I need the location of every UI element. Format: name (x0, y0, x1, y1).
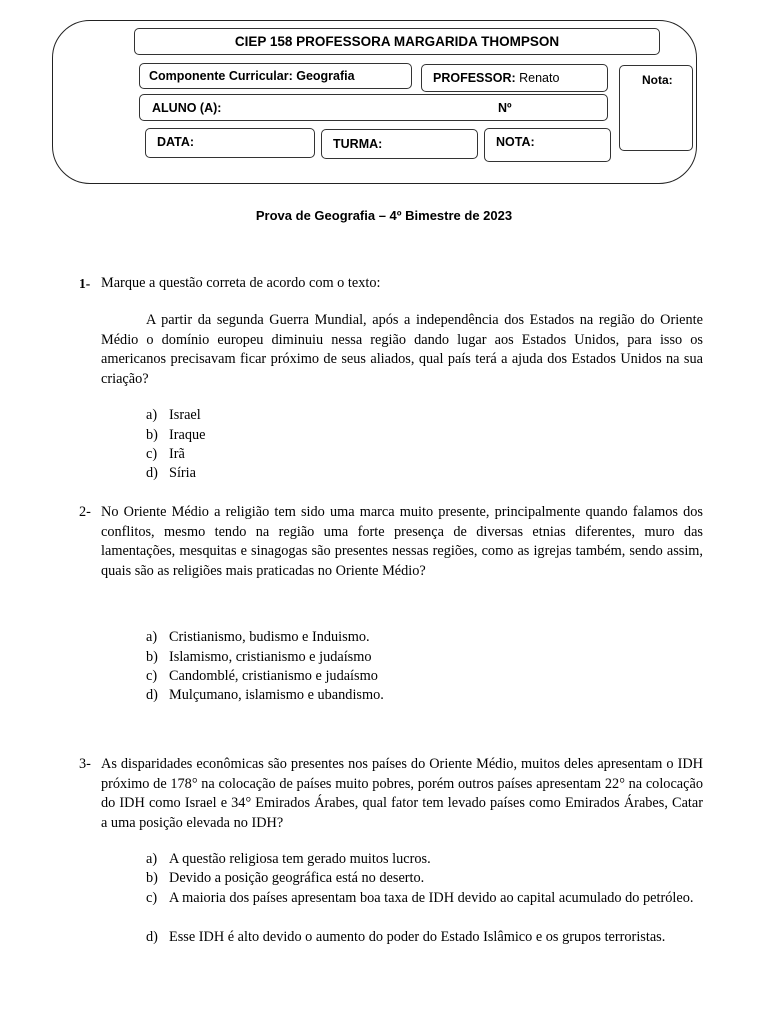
option-letter: b) (146, 649, 158, 665)
option-text: A questão religiosa tem gerado muitos lucros. (169, 851, 431, 867)
option-letter: b) (146, 870, 158, 886)
class-field (321, 129, 478, 159)
option-letter: d) (146, 929, 158, 945)
question-3-text: As disparidades econômicas são presentes nos países do Oriente Médio, muitos deles apresentam o IDH próximo de 178° na colocação de países muito pobres, porém outros países apresentam 22° na colocação do IDH como Israel e 34° Emirados Árabes, qual fator tem levado países como Emirados Árabes, Catar a uma posição elevada no IDH? (101, 756, 703, 831)
question-2-number: 2- (79, 504, 91, 520)
exam-title: Prova de Geografia – 4º Bimestre de 2023 (255, 208, 513, 223)
component-label: Componente Curricular: Geografia (149, 69, 355, 83)
question-2-text: No Oriente Médio a religião tem sido uma marca muito presente, principalmente quando falamos dos conflitos, mesmo tendo na região uma forte presença de diversas etnias diferentes, muro das lamentações, mesquitas e sinagogas são presentes nessas regiões, como as igrejas também, sendo assim, quais são as religiões mais praticadas no Oriente Médio? (101, 504, 703, 579)
student-field (139, 94, 608, 121)
option-text: Devido a posição geográfica está no deserto. (169, 870, 425, 886)
option-text: Candomblé, cristianismo e judaísmo (169, 668, 378, 684)
option-text: A maioria dos países apresentam boa taxa de IDH devido ao capital acumulado do petróleo. (169, 890, 694, 906)
grade-label: Nota: (642, 73, 673, 87)
date-label: DATA: (157, 135, 195, 149)
option-text: Síria (169, 465, 197, 481)
question-1-number: 1- (79, 276, 91, 291)
teacher-label: PROFESSOR: (433, 71, 516, 85)
question-1-prompt: Marque a questão correta de acordo com o texto: (101, 275, 381, 291)
option-text: Islamismo, cristianismo e judaísmo (169, 649, 372, 665)
question-3-number: 3- (79, 756, 91, 772)
option-letter: d) (146, 465, 158, 481)
grade-box (619, 65, 693, 151)
number-label: Nº (498, 101, 512, 115)
option-text: Irã (169, 446, 185, 462)
option-text: Esse IDH é alto devido o aumento do poder do Estado Islâmico e os grupos terroristas. (169, 929, 666, 945)
option-text: Israel (169, 407, 201, 423)
date-field (145, 128, 315, 158)
option-letter: c) (146, 446, 158, 462)
score-label: NOTA: (496, 135, 535, 149)
school-name: CIEP 158 PROFESSORA MARGARIDA THOMPSON (134, 28, 660, 55)
option-letter: a) (146, 851, 158, 867)
option-letter: a) (146, 629, 158, 645)
option-text: Mulçumano, islamismo e ubandismo. (169, 687, 384, 703)
option-letter: d) (146, 687, 158, 703)
question-1-text: A partir da segunda Guerra Mundial, após a independência dos Estados na região do Oriente Médio o domínio europeu diminuiu nessa região dando lugar aos Estados Unidos, para isso os americanos precisavam ficar próximo de seus aliados, qual país terá a ajuda dos Estados Unidos na sua criação? (101, 312, 703, 387)
student-label: ALUNO (A): (152, 101, 222, 115)
score-field (484, 128, 611, 162)
option-letter: c) (146, 668, 158, 684)
option-letter: b) (146, 427, 158, 443)
option-text: Cristianismo, budismo e Induismo. (169, 629, 370, 645)
class-label: TURMA: (333, 137, 383, 151)
teacher-field (421, 64, 608, 92)
option-text: Iraque (169, 427, 206, 443)
component-field (139, 63, 412, 89)
teacher-name: Renato (515, 71, 560, 85)
option-letter: c) (146, 890, 158, 906)
option-letter: a) (146, 407, 158, 423)
